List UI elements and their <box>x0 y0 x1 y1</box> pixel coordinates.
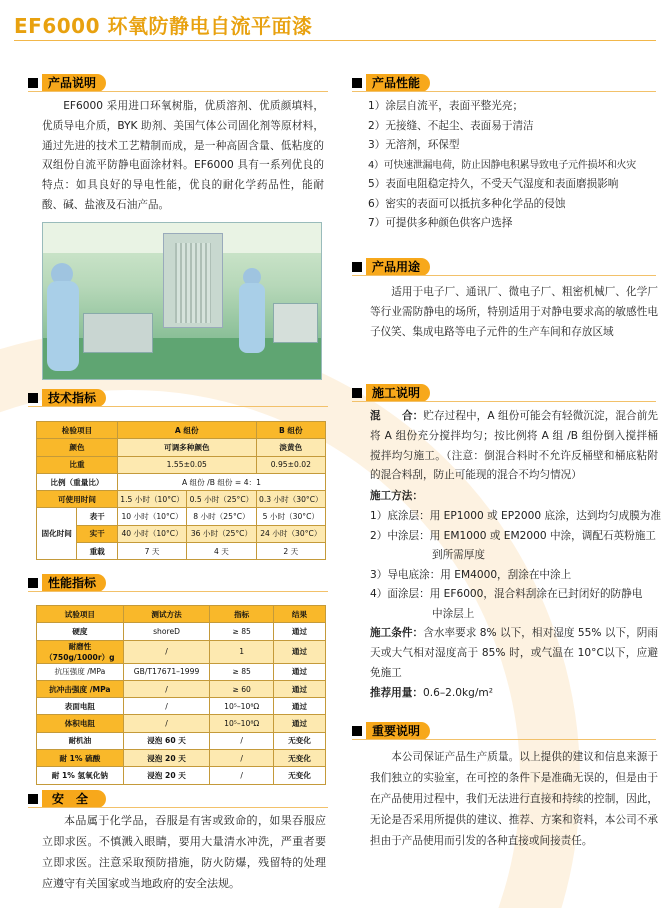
mix-paragraph: 混 合：贮存过程中，A 组份可能会有轻微沉淀，混合前先将 A 组份充分搅拌均匀；按比例将 A 组 /B 组份倒入搅拌桶搅拌均匀施工。（注意：倒混合料时不允许反桶壁和桶底粘附的混合料刮，防止可能现的混合不均匀情况） <box>370 410 658 482</box>
list-item: 1）底涂层：用 EP1000 或 EP2000 底涂，达到均匀成膜为准 <box>370 510 661 522</box>
bullet-square-icon <box>28 578 38 588</box>
list-item: 到所需厚度 <box>432 549 485 561</box>
bullet-square-icon <box>352 78 362 88</box>
list-item: 1）涂层自流平，表面平整光亮； <box>368 100 524 112</box>
list-item: 5）表面电阻稳定持久，不受天气湿度和表面磨损影响 <box>368 178 619 190</box>
bullet-square-icon <box>352 262 362 272</box>
list-item: 7）可提供多种颜色供客户选择 <box>368 217 513 229</box>
performance-list <box>368 97 658 234</box>
section-heading-perf-index: 性能指标 <box>28 572 106 594</box>
title-divider <box>14 40 656 41</box>
section-heading-notice: 重要说明 <box>352 720 430 742</box>
bullet-square-icon <box>28 393 38 403</box>
tech-spec-table: 检验项目 A 组份 B 组份 颜色 可调多种颜色 淡黄色 比重 1.55±0.05 0.95±0.02 比例（重量比） A 组份 /B 组份 = 4：1 可使用时间 1.5 小时（10°C） 0.5 小时（25°C） 0.3 小时（30°C） 固化时间 表干 10 小时（10°C） 8 小时（25°C） 5 小时（30°C） 实干 40 小时（10°C） 36 小时（25°C） 24 小时（30°C） 重载 7 天 4 天 2 天 <box>36 421 326 560</box>
cleanroom-photo <box>42 222 322 380</box>
list-item: 4）可快速泄漏电荷，防止因静电积累导致电子元件损坏和火灾 <box>368 159 636 171</box>
section-heading-construction: 施工说明 <box>352 382 430 404</box>
bullet-square-icon <box>28 78 38 88</box>
notice-text: 本公司保证产品生产质量。以上提供的建议和信息来源于我们独立的实验室，在可控的条件下是准确无误的，但是由于在产品使用过程中，我们无法进行直接和持续的控制，因此，无论是否采用所提供的建议、推荐、方案和资料，本公司不承担由于产品使用而引发的各种直接或间接责任。 <box>370 751 658 847</box>
bullet-square-icon <box>28 794 38 804</box>
list-item: 4）面涂层：用 EF6000，混合料刮涂在已封闭好的防静电 <box>370 588 643 600</box>
list-item: 中涂层上 <box>432 607 475 620</box>
intro-text: EF6000 采用进口环氧树脂，优质溶剂、优质颜填料，优质导电介质，BYK 助剂、美国气体公司固化剂等原材料，通过先进的技术工艺精制而成，是一种高固含量、低粘度的双组份自流平防静电面涂材料。EF6000 具有一系列优良的特点：如具良好的导电性能，优良的耐化学药品性，能耐酸、碱、盐液及石油产品。 <box>42 100 324 211</box>
method-label: 施工方法： <box>370 490 423 502</box>
dosage-paragraph: 推荐用量：0.6–2.0kg/m² <box>370 687 493 699</box>
section-heading-performance: 产品性能 <box>352 72 430 94</box>
list-item: 2）无接缝、不起尘、表面易于清洁 <box>368 119 534 132</box>
bullet-square-icon <box>352 388 362 398</box>
section-heading-safety: 安 全 <box>28 788 106 810</box>
list-item: 3）无溶剂，环保型 <box>368 139 460 151</box>
list-item: 2）中涂层：用 EM1000 或 EM2000 中涂，调配石英粉施工 <box>370 529 656 542</box>
section-heading-usage: 产品用途 <box>352 256 430 278</box>
condition-paragraph: 施工条件：含水率要求 8% 以下，相对湿度 55% 以下，阴雨天或大气相对湿度高于 85% 时，或气温在 10°C以下，应避免施工 <box>370 627 659 679</box>
section-heading-intro: 产品说明 <box>28 72 106 94</box>
list-item: 3）导电底涂：用 EM4000，刮涂在中涂上 <box>370 568 572 581</box>
page-title: EF6000 环氧防静电自流平面漆 <box>14 14 313 38</box>
usage-text: 适用于电子厂、通讯厂、微电子厂、粗密机械厂、化学厂等行业需防静电的场所，特别适用于对静电要求高的敏感性电子仪笑、集成电路等电子元件的生产车间和存放区域 <box>370 286 658 338</box>
method-steps <box>370 507 660 624</box>
performance-index-table: 试验项目 测试方法 指标 结果 硬度 shoreD ≥ 85 通过 耐磨性（750g/1000r）g / 1 通过 抗压强度 /MPa GB/T17671–1999 ≥ 85 通过 抗冲击强度 /MPa / ≥ 60 通过 表面电阻 / 10⁵–10⁸Ω 通过 体积电阻 / 10⁵–10⁸Ω 通过 耐机油 浸泡 60 天 / 无变化 耐 1% 硫酸 浸泡 20 天 / 无变化 耐 1% 氢氧化钠 浸泡 20 天 / 无变化 <box>36 605 326 785</box>
section-heading-tech: 技术指标 <box>28 387 106 409</box>
safety-text: 本品属于化学品，吞服是有害或致命的，如果吞服应立即求医。不慎溅入眼睛，要用大量清水冲洗，严重者要立即求医。注意采取预防措施，防火防爆，残留特的处理应遵守有关国家或当地政府的安全法规。 <box>42 814 326 890</box>
list-item: 6）密实的表面可以抵抗多种化学品的侵蚀 <box>368 197 566 210</box>
bullet-square-icon <box>352 726 362 736</box>
